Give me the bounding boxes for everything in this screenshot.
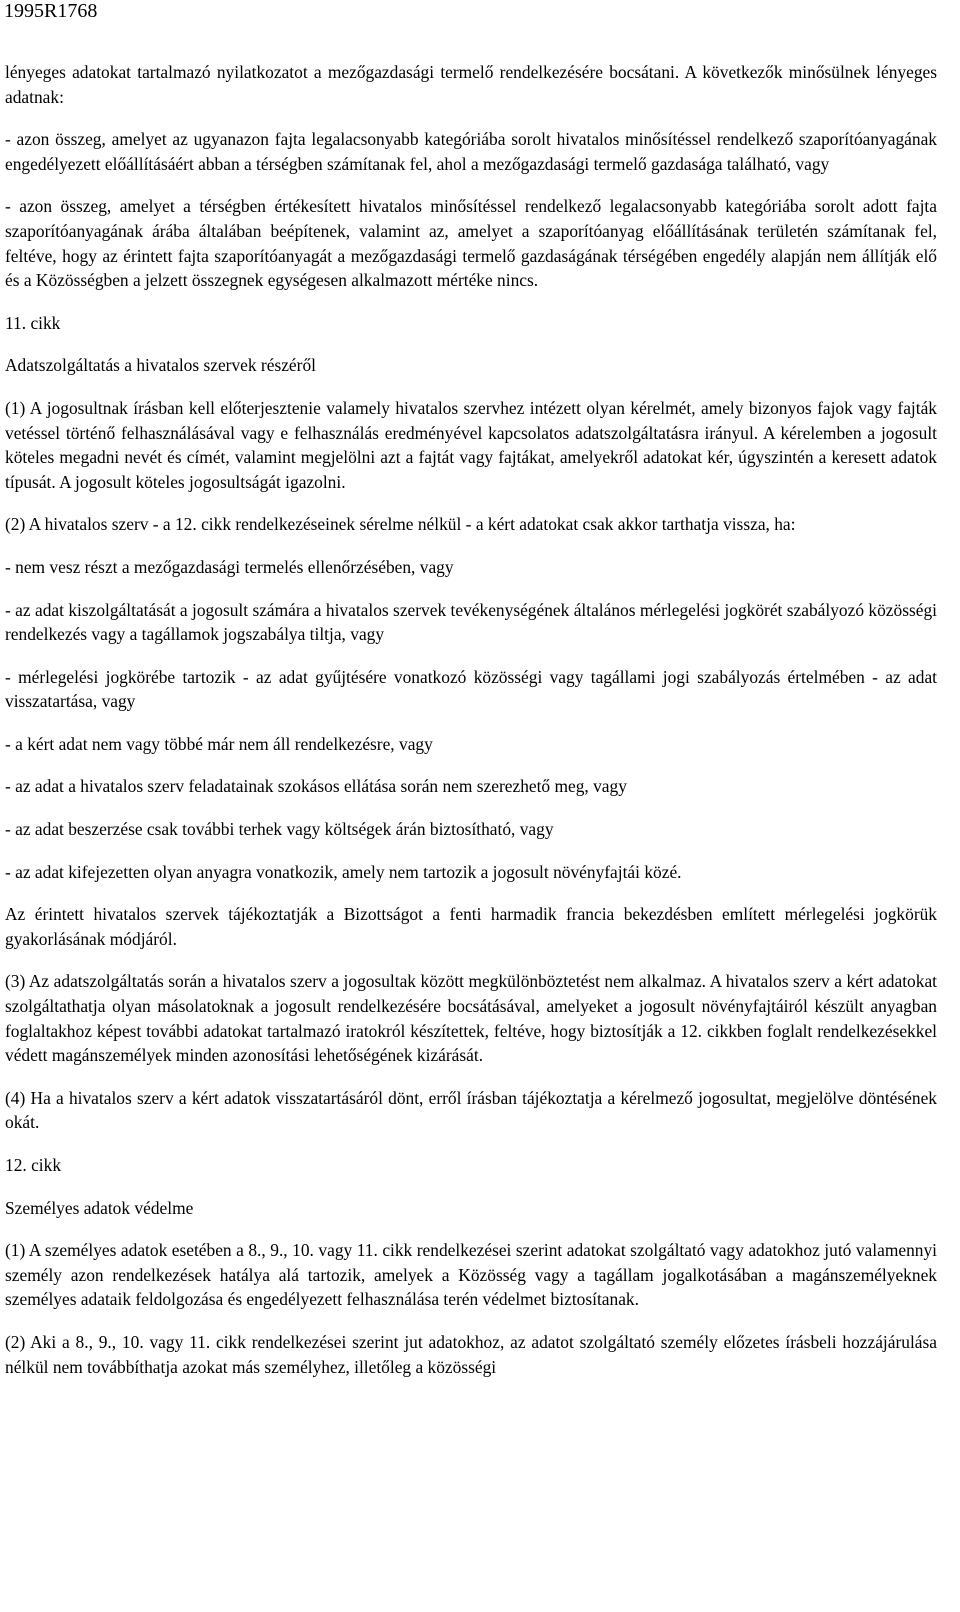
article-number-11: 11. cikk — [5, 312, 61, 333]
paragraph-11-2-closing: Az érintett hivatalos szervek tájékoztatják a Bizottságot a fenti harmadik francia bekezdésben említett mérlegelési jogkörük gyakorlásának módjáról. — [5, 904, 937, 949]
list-item-amount-production: - azon összeg, amelyet az ugyanazon fajta legalacsonyabb kategóriába sorolt hivatalos minősítéssel rendelkező szaporítóanyagának engedélyezett előállításáért abban a térségben számítanak fel, ahol a mezőgazdasági termelő gazdasága található, vagy — [5, 129, 937, 174]
list-item-11-2-b: - az adat kiszolgáltatását a jogosult számára a hivatalos szervek tevékenységének általános mérlegelési jogkörét szabályozó közösségi rendelkezés vagy a tagállamok jogszabálya tiltja, vagy — [5, 599, 937, 645]
document-id-header: 1995R1768 — [4, 0, 98, 22]
paragraph-11-3: (3) Az adatszolgáltatás során a hivatalos szerv a jogosultak között megkülönböztetést nem alkalmaz. A hivatalos szerv a kért adatokat szolgáltathatja olyan másolatoknak a jogosult rendelkezésére bocsátásával, amelyeket a jogosult növényfajtáiról készült anyagban foglaltakhoz képest további adatokat tartalmazó iratokról készítettek, feltéve, hogy biztosítják a 12. cikkben foglalt rendelkezésekkel védett magánszemélyek minden azonosítási lehetőségének kizárását. — [5, 971, 937, 1066]
list-item-11-2-e: - az adat a hivatalos szerv feladatainak szokásos ellátása során nem szerezhető meg, vagy — [5, 776, 627, 797]
list-item-11-2-d: - a kért adat nem vagy többé már nem áll rendelkezésre, vagy — [5, 733, 433, 754]
paragraph-12-2: (2) Aki a 8., 9., 10. vagy 11. cikk rendelkezései szerint jut adatokhoz, az adatot szolgáltató személy előzetes írásbeli hozzájárulása nélkül nem továbbíthatja azokat más személyhez, illetőleg a közösségi — [5, 1331, 937, 1377]
paragraph-11-1: (1) A jogosultnak írásban kell előterjesztenie valamely hivatalos szervhez intézett olyan kérelmét, amely bizonyos fajok vagy fajták vetéssel történő felhasználásával vagy e felhasználás eredményével kapcsolatos adatszolgáltatásra irányul. A kérelemben a jogosult köteles megadni nevét és címét, valamint megjelölni azt a fajtát vagy fajtákat, amelyekről adatokat kér, úgyszintén a keresett adatok típusát. A jogosult köteles jogosultságát igazolni. — [5, 397, 937, 492]
list-item-11-2-c: - mérlegelési jogkörébe tartozik - az adat gyűjtésére vonatkozó közösségi vagy tagállami jogi szabályozás értelmében - az adat visszatartása, vagy — [5, 666, 937, 712]
paragraph-intro: lényeges adatokat tartalmazó nyilatkozatot a mezőgazdasági termelő rendelkezésére bocsátani. A következők minősülnek lényeges adatnak: — [5, 62, 937, 107]
article-number-12: 12. cikk — [5, 1155, 62, 1175]
list-item-11-2-g: - az adat kifejezetten olyan anyagra vonatkozik, amely nem tartozik a jogosult növényfajtái közé. — [5, 861, 682, 882]
list-item-11-2-f: - az adat beszerzése csak további terhek vagy költségek árán biztosítható, vagy — [5, 819, 554, 840]
paragraph-11-2: (2) A hivatalos szerv - a 12. cikk rendelkezéseinek sérelme nélkül - a kért adatokat csak akkor tarthatja vissza, ha: — [5, 514, 796, 535]
article-title-12: Személyes adatok védelme — [5, 1197, 194, 1218]
list-item-amount-price: - azon összeg, amelyet a térségben értékesített hivatalos minősítéssel rendelkező legalacsonyabb kategóriába sorolt adott fajta szaporítóanyagának árába általában beépítenek, valamint az, amelyet a szaporítóanyag előállításának területén számítanak fel, feltéve, hogy az érintett fajta szaporítóanyagát a mezőgazdasági termelő gazdaságának térségében engedély alapján nem állítják elő és a Közösségben a jelzett összegnek egységesen alkalmazott mértéke nincs. — [5, 196, 937, 291]
document-body — [5, 60, 937, 1397]
paragraph-11-4: (4) Ha a hivatalos szerv a kért adatok visszatartásáról dönt, erről írásban tájékoztatja a kérelmező jogosultat, megjelölve döntésének okát. — [5, 1087, 937, 1133]
list-item-11-2-a: - nem vesz részt a mezőgazdasági termelés ellenőrzésében, vagy — [5, 556, 454, 577]
paragraph-12-1: (1) A személyes adatok esetében a 8., 9., 10. vagy 11. cikk rendelkezései szerint adatokat szolgáltató vagy adatokhoz jutó valamennyi személy azon rendelkezések hatálya alá tartozik, amelyek a Közösség vagy a tagállam jogalkotásában a magánszemélyeknek személyes adataik feldolgozása és engedélyezett felhasználása terén védelmet biztosítanak. — [5, 1240, 937, 1310]
article-title-11: Adatszolgáltatás a hivatalos szervek részéről — [5, 355, 316, 376]
